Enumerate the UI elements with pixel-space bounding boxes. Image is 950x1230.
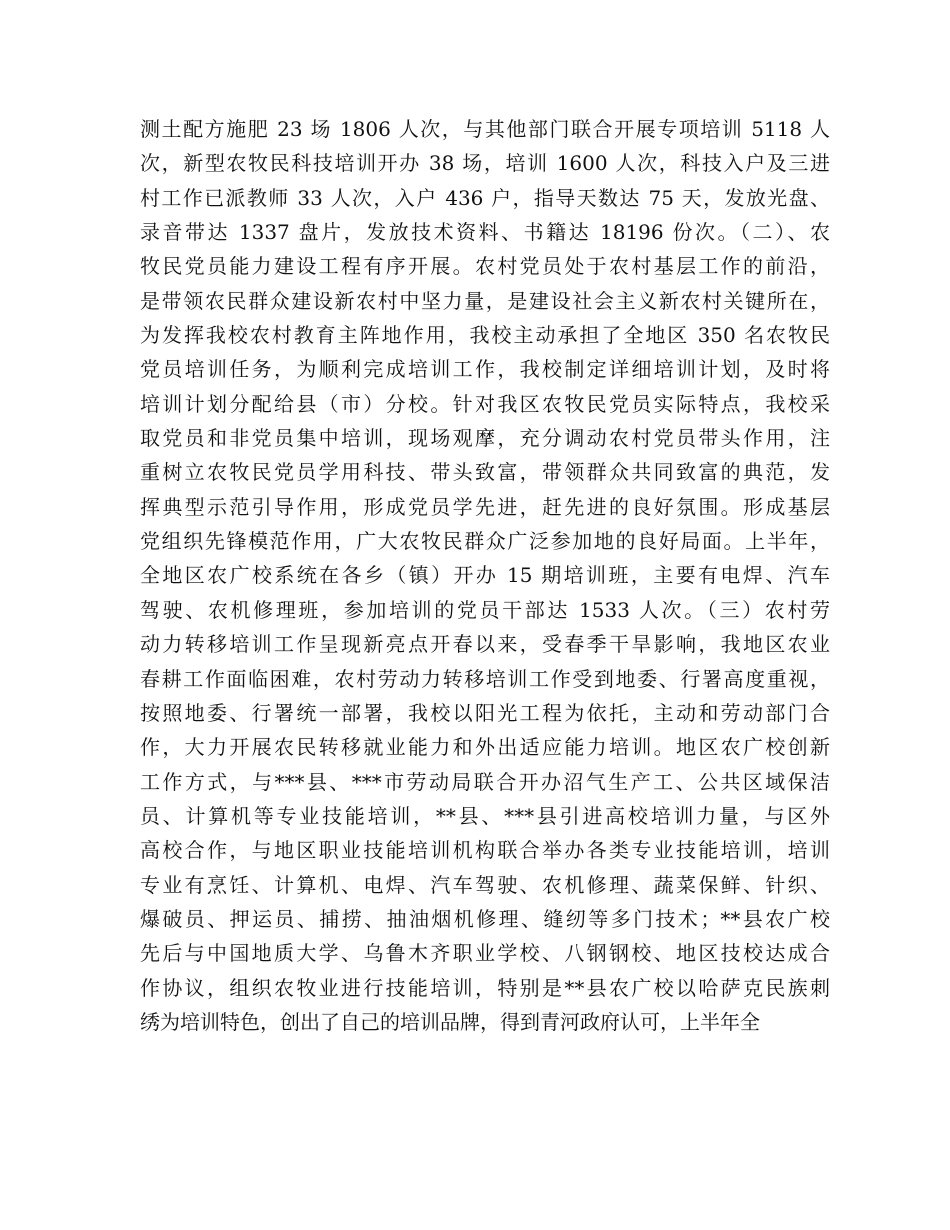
body-text [140, 112, 830, 1039]
text-line: 党员培训任务，为顺利完成培训工作，我校制定详细培训计划，及时将 [140, 357, 830, 382]
text-line: 村工作已派教师 33 人次，入户 436 户，指导天数达 75 天，发放光盘、 [140, 185, 830, 210]
text-line: 专业有烹饪、计算机、电焊、汽车驾驶、农机修理、蔬菜保鲜、针织、 [140, 872, 830, 897]
text-line: 牧民党员能力建设工程有序开展。农村党员处于农村基层工作的前沿， [140, 254, 830, 279]
text-line: 驾驶、农机修理班，参加培训的党员干部达 1533 人次。（三）农村劳 [140, 597, 830, 622]
text-line: 取党员和非党员集中培训，现场观摩，充分调动农村党员带头作用，注 [140, 426, 830, 451]
text-line: 录音带达 1337 盘片，发放技术资料、书籍达 18196 份次。（二）、农 [140, 220, 830, 245]
text-line: 先后与中国地质大学、乌鲁木齐职业学校、八钢钢校、地区技校达成合 [140, 941, 830, 966]
text-line: 重树立农牧民党员学用科技、带头致富，带领群众共同致富的典范，发 [140, 460, 830, 485]
text-line: 爆破员、押运员、捕捞、抽油烟机修理、缝纫等多门技术；**县农广校 [140, 906, 830, 931]
text-line: 次，新型农牧民科技培训开办 38 场，培训 1600 人次，科技入户及三进 [140, 151, 830, 176]
text-line: 挥典型示范引导作用，形成党员学先进，赶先进的良好氛围。形成基层 [140, 494, 830, 519]
text-line: 作，大力开展农民转移就业能力和外出适应能力培训。地区农广校创新 [140, 735, 830, 760]
text-line: 为发挥我校农村教育主阵地作用，我校主动承担了全地区 350 名农牧民 [140, 323, 830, 348]
text-line: 动力转移培训工作呈现新亮点开春以来，受春季干旱影响，我地区农业 [140, 632, 830, 657]
text-line: 党组织先锋模范作用，广大农牧民群众广泛参加地的良好局面。上半年， [140, 529, 830, 554]
text-line: 是带领农民群众建设新农村中坚力量，是建设社会主义新农村关键所在， [140, 288, 830, 313]
text-line: 培训计划分配给县（市）分校。针对我区农牧民党员实际特点，我校采 [140, 391, 830, 416]
text-line: 测土配方施肥 23 场 1806 人次，与其他部门联合开展专项培训 5118 人 [140, 117, 830, 141]
text-line: 按照地委、行署统一部署，我校以阳光工程为依托，主动和劳动部门合 [140, 700, 830, 725]
text-line: 作协议，组织农牧业进行技能培训，特别是**县农广校以哈萨克民族刺 [140, 975, 830, 1000]
text-line: 春耕工作面临困难，农村劳动力转移培训工作受到地委、行署高度重视， [140, 666, 830, 691]
text-line: 全地区农广校系统在各乡（镇）开办 15 期培训班，主要有电焊、汽车 [140, 563, 830, 588]
text-line: 工作方式，与***县、***市劳动局联合开办沼气生产工、公共区域保洁 [140, 769, 830, 794]
text-line: 高校合作，与地区职业技能培训机构联合举办各类专业技能培训，培训 [140, 838, 830, 863]
text-line: 员、计算机等专业技能培训，**县、***县引进高校培训力量，与区外 [140, 803, 830, 828]
text-line: 绣为培训特色，创出了自己的培训品牌，得到青河政府认可，上半年全 [140, 1009, 760, 1034]
